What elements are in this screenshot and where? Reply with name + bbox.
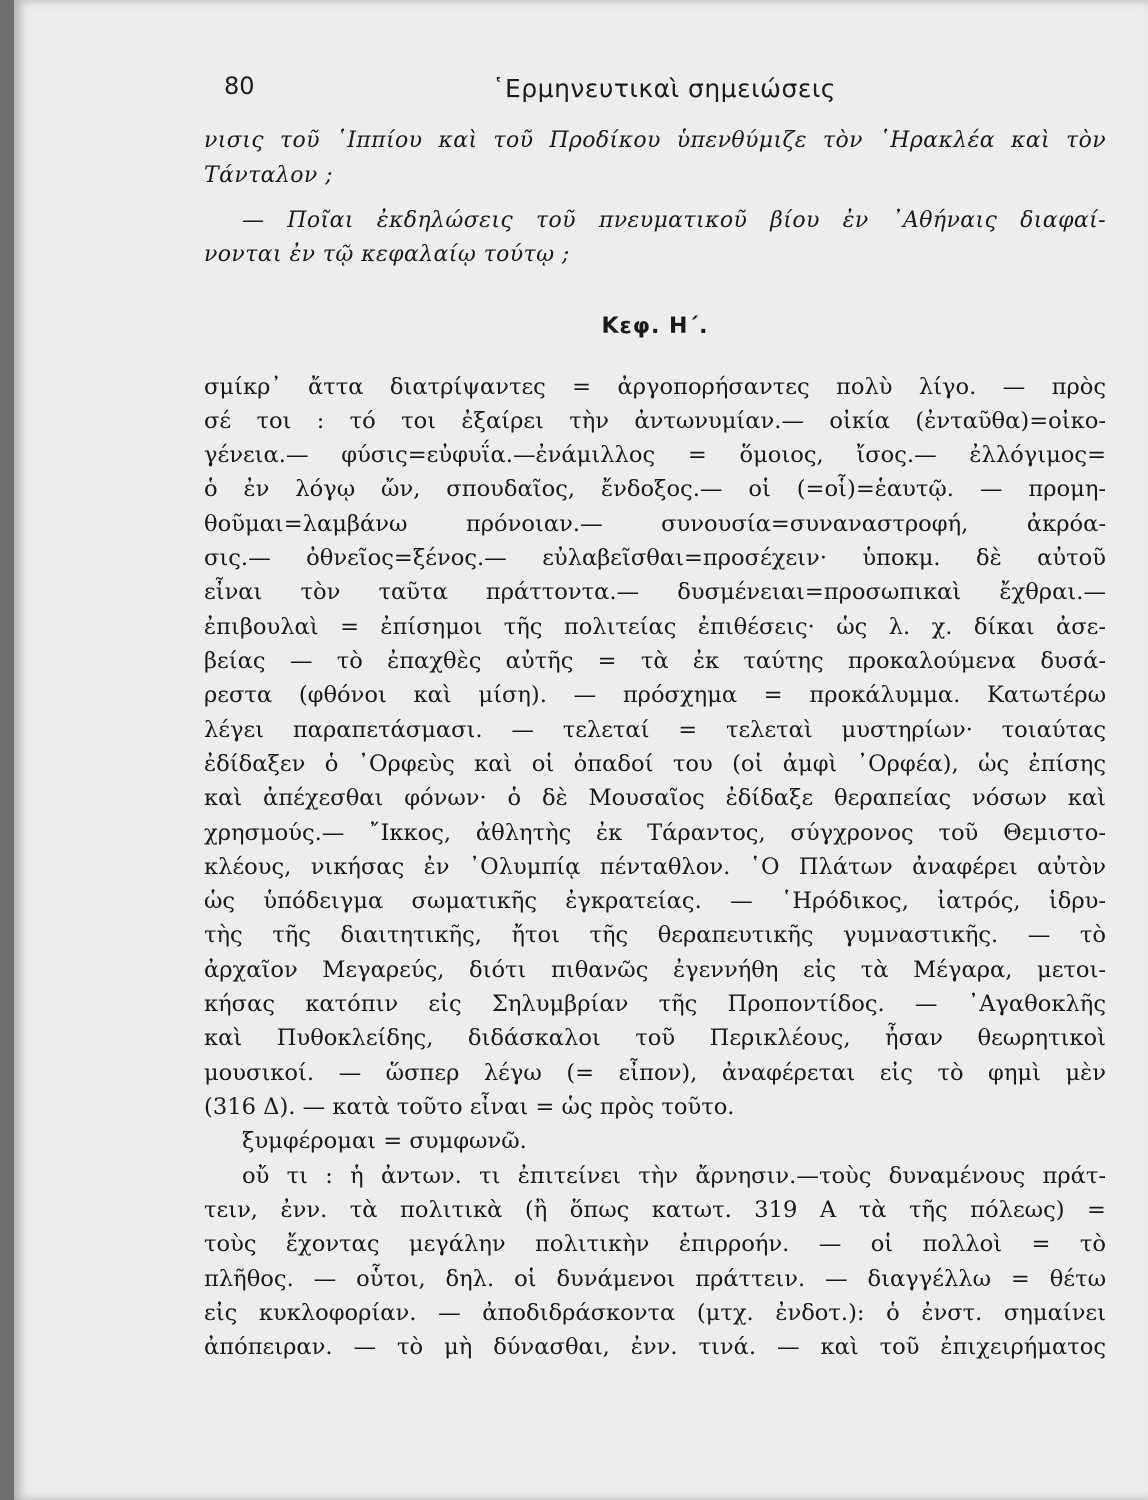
page-number: 80 xyxy=(224,72,255,100)
body-line: λέγει παραπετάσμασι. — τελεταί = τελεταὶ μυστηρίων· τοιαύτας xyxy=(204,717,1106,743)
body-line: οὔ τι : ἡ ἀντων. τι ἐπιτείνει τὴν ἄρνησιν.—τοὺς δυναμένους πράτ- xyxy=(242,1163,1106,1189)
body-line: ὡς ὑπόδειγμα σωματικῆς ἐγκρατείας. — ῾Ηρόδικος, ἰατρός, ἱδρυ- xyxy=(204,888,1106,914)
body-line: ἀπόπειραν. — τὸ μὴ δύνασθαι, ἐνν. τινά. — καὶ τοῦ ἐπιχειρήματος xyxy=(204,1334,1106,1360)
page-header xyxy=(224,68,1124,108)
body-line: σις.— ὀθνεῖος=ξένος.— εὐλαβεῖσθαι=προσέχειν· ὑποκμ. δὲ αὐτοῦ xyxy=(204,545,1106,571)
body-line: σέ τοι : τό τοι ἐξαίρει τὴν ἀντωνυμίαν.— οἰκία (ἐνταῦθα)=οἰκο- xyxy=(204,408,1106,434)
body-line: καὶ ἀπέχεσθαι φόνων· ὁ δὲ Μουσαῖος ἐδίδαξε θεραπείας νόσων καὶ xyxy=(204,785,1106,811)
body-line: εἰς κυκλοφορίαν. — ἀποδιδράσκοντα (μτχ. ἐνδοτ.): ὁ ἐνστ. σημαίνει xyxy=(204,1300,1106,1326)
body-line: ἀρχαῖον Μεγαρεύς, διότι πιθανῶς ἐγεννήθη εἰς τὰ Μέγαρα, μετοι- xyxy=(204,957,1106,983)
body-line: ρεστα (φθόνοι καὶ μίση). — πρόσχημα = προκάλυμμα. Κατωτέρω xyxy=(204,682,1106,708)
intro-line: — Ποῖαι ἐκδηλώσεις τοῦ πνευματικοῦ βίου ἐν ᾽Αθήναις διαφαί- xyxy=(242,208,1106,233)
body-line: ξυμφέρομαι = συμφωνῶ. xyxy=(242,1128,527,1154)
body-line: χρησμούς.— ῎Ικκος, ἀθλητὴς ἐκ Τάραντος, σύγχρονος τοῦ Θεμιστο- xyxy=(204,820,1106,846)
body-line: καὶ Πυθοκλείδης, διδάσκαλοι τοῦ Περικλέους, ἦσαν θεωρητικοὶ xyxy=(204,1025,1106,1051)
body-line: (316 Δ). — κατὰ τοῦτο εἶναι = ὡς πρὸς τοῦτο. xyxy=(204,1094,735,1120)
intro-line: νονται ἐν τῷ κεφαλαίῳ τούτῳ ; xyxy=(204,242,570,267)
body-line: εἶναι τὸν ταῦτα πράττοντα.— δυσμένειαι=προσωπικαὶ ἔχθραι.— xyxy=(204,579,1106,605)
body-line: τὴς τῆς διαιτητικῆς, ἤτοι τῆς θεραπευτικῆς γυμναστικῆς. — τὸ xyxy=(204,922,1106,948)
body-line: γένεια.— φύσις=εὐφυΐα.—ἐνάμιλλος = ὅμοιος, ἴσος.— ἐλλόγιμος= xyxy=(204,442,1106,468)
body-line: ἐπιβουλαὶ = ἐπίσημοι τῆς πολιτείας ἐπιθέσεις· ὡς λ. χ. δίκαι ἀσε- xyxy=(204,614,1106,640)
book-page xyxy=(14,0,1148,1500)
body-line: κήσας κατόπιν εἰς Σηλυμβρίαν τῆς Προποντίδος. — ᾽Αγαθοκλῆς xyxy=(204,991,1106,1017)
body-line: κλέους, νικήσας ἐν ᾽Ολυμπίᾳ πένταθλον. ῾Ο Πλάτων ἀναφέρει αὐτὸν xyxy=(204,854,1106,880)
chapter-title: Κεφ. Η΄. xyxy=(601,314,709,339)
body-line: τειν, ἐνν. τὰ πολιτικὰ (ἢ ὅπως κατωτ. 319 Α τὰ τῆς πόλεως) = xyxy=(204,1197,1106,1223)
intro-line: Τάνταλον ; xyxy=(204,163,333,188)
running-title: ῾Ερμηνευτικαὶ σημειώσεις xyxy=(492,74,836,103)
body-line: τοὺς ἔχοντας μεγάλην πολιτικὴν ἐπιρροήν. — οἱ πολλοὶ = τὸ xyxy=(204,1231,1106,1257)
body-line: θοῦμαι=λαμβάνω πρόνοιαν.— συνουσία=συναναστροφή, ἀκρόα- xyxy=(204,511,1106,537)
body-line: πλῆθος. — οὗτοι, δηλ. οἱ δυνάμενοι πράττειν. — διαγγέλλω = θέτω xyxy=(204,1266,1106,1292)
body-line: μουσικοί. — ὥσπερ λέγω (= εἶπον), ἀναφέρεται εἰς τὸ φημὶ μὲν xyxy=(204,1060,1106,1086)
intro-line: νισις τοῦ ῾Ιππίου καὶ τοῦ Προδίκου ὑπενθύμιζε τὸν ῾Ηρακλέα καὶ τὸν xyxy=(204,128,1106,153)
body-line: σμίκρ᾽ ἄττα διατρίψαντες = ἀργοπορήσαντες πολὺ λίγο. — πρὸς xyxy=(204,374,1106,400)
body-line: ἐδίδαξεν ὁ ᾽Ορφεὺς καὶ οἱ ὀπαδοί του (οἱ ἀμφὶ ᾽Ορφέα), ὡς ἐπίσης xyxy=(204,751,1106,777)
body-line: βείας — τὸ ἐπαχθὲς αὐτῆς = τὰ ἐκ ταύτης προκαλούμενα δυσά- xyxy=(204,648,1106,674)
body-line: ὁ ἐν λόγῳ ὤν, σπουδαῖος, ἔνδοξος.— οἱ (=οἷ)=ἑαυτῷ. — προμη- xyxy=(204,476,1106,502)
